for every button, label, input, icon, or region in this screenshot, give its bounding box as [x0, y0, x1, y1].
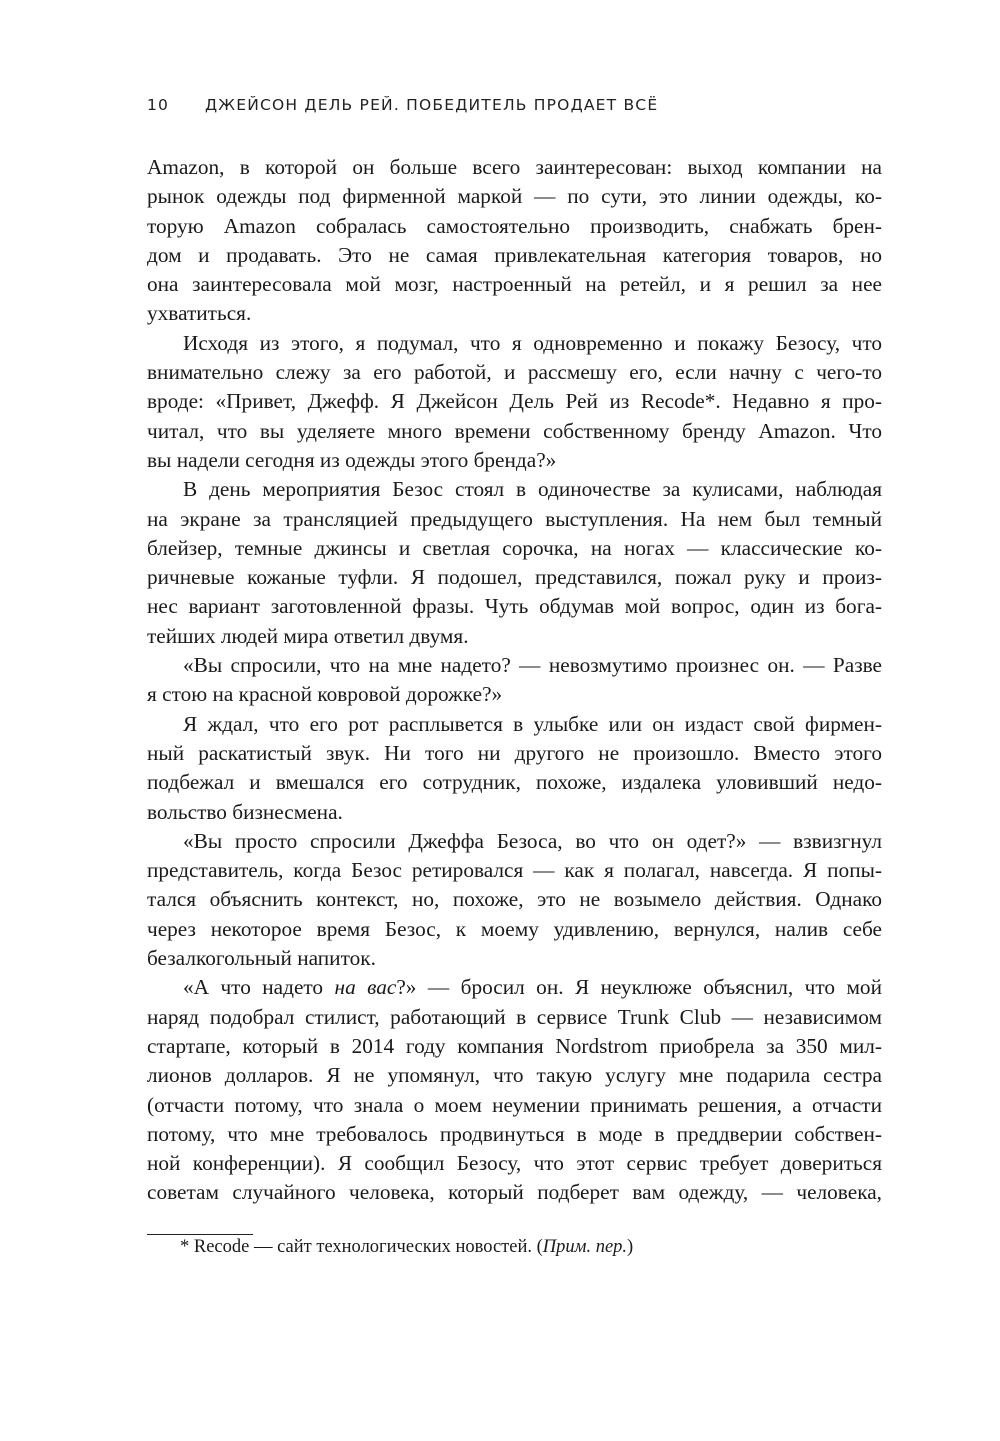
text-line	[147, 710, 882, 739]
line-text: она заинтересовала мой мозг, настроенный на ретейл, и я решил за нее	[147, 272, 882, 297]
running-title: ДЖЕЙСОН ДЕЛЬ РЕЙ. ПОБЕДИТЕЛЬ ПРОДАЕТ ВСЁ	[205, 96, 659, 114]
text-line	[147, 534, 882, 563]
line-text: наряд подобрал стилист, работающий в сервисе Trunk Club — независимом	[147, 1004, 882, 1029]
line-text: ричневые кожаные туфли. Я подошел, представился, пожал руку и произ-	[147, 565, 882, 590]
line-text: ный раскатистый звук. Ни того ни другого не произошло. Вместо этого	[147, 740, 882, 765]
italic-text: на вас	[334, 975, 397, 1000]
line-text: читал, что вы уделяете много времени собственному бренду Amazon. Что	[147, 418, 882, 443]
body-text	[147, 153, 882, 1208]
line-text: внимательно слежу за его работой, и рассмешу его, если начну с чего-то	[147, 360, 882, 385]
text-line	[147, 651, 882, 680]
text-line	[147, 153, 882, 182]
line-text: вроде: «Привет, Джефф. Я Джейсон Дель Рей из Recode*. Недавно я про-	[147, 389, 883, 414]
line-text: В день мероприятия Безос стоял в одиночестве за кулисами, наблюдая	[183, 477, 882, 502]
line-text: торую Amazon собралась самостоятельно производить, снабжать брен-	[147, 213, 882, 238]
footnote-divider	[147, 1234, 253, 1235]
footnote-text-end: )	[627, 1237, 634, 1257]
text-line	[147, 1061, 882, 1090]
text-line	[147, 827, 882, 856]
line-text: Я ждал, что его рот расплывется в улыбке или он издаст свой фирмен-	[183, 711, 882, 736]
text-line	[147, 1032, 882, 1061]
text-line	[147, 446, 882, 475]
line-text: ?» — бросил он. Я неуклюже объяснил, что мой	[396, 975, 882, 1000]
text-line	[147, 768, 882, 797]
line-text: потому, что мне требовалось продвинуться в моде в преддверии собствен-	[147, 1121, 882, 1146]
line-text: подбежал и вмешался его сотрудник, похоже, издалека уловивший недо-	[147, 770, 882, 795]
text-line	[147, 417, 882, 446]
text-line	[147, 1091, 882, 1120]
text-line	[147, 739, 882, 768]
line-text: советам случайного человека, который подберет вам одежду, — человека,	[147, 1180, 882, 1205]
line-text: «А что надето	[183, 975, 335, 1000]
line-text: ной конференции). Я сообщил Безосу, что этот сервис требует довериться	[147, 1151, 882, 1176]
text-line	[147, 592, 882, 621]
text-line	[147, 680, 882, 709]
line-text: лионов долларов. Я не упомянул, что такую услугу мне подарила сестра	[147, 1063, 882, 1088]
text-line	[147, 505, 882, 534]
text-line	[147, 1149, 882, 1178]
text-line	[147, 622, 882, 651]
text-line	[147, 329, 882, 358]
line-text: нес вариант заготовленной фразы. Чуть обдумав мой вопрос, один из бога-	[147, 594, 882, 619]
line-text: блейзер, темные джинсы и светлая сорочка, на ногах — классические ко-	[147, 535, 882, 560]
text-line	[147, 1003, 882, 1032]
text-line	[147, 973, 882, 1002]
line-text: через некоторое время Безос, к моему удивлению, вернулся, налив себе	[147, 916, 882, 941]
line-text: вольство бизнесмена.	[147, 799, 343, 824]
footnote-text: * Recode — сайт технологических новостей. (	[180, 1237, 543, 1257]
text-line	[147, 798, 882, 827]
text-line	[147, 1178, 882, 1207]
line-text: (отчасти потому, что знала о моем неумении принимать решения, а отчасти	[147, 1092, 882, 1117]
text-line	[147, 885, 882, 914]
line-text: рынок одежды под фирменной маркой — по сути, это линии одежды, ко-	[147, 184, 882, 209]
line-text: Amazon, в которой он больше всего заинтересован: выход компании на	[147, 155, 882, 179]
line-text: представитель, когда Безос ретировался — как я полагал, навсегда. Я попы-	[147, 858, 882, 883]
text-line	[147, 475, 882, 504]
text-line	[147, 856, 882, 885]
line-text: тейших людей мира ответил двумя.	[147, 623, 469, 648]
text-line	[147, 563, 882, 592]
footnote-italic: Прим. пер.	[542, 1237, 628, 1257]
text-line	[147, 915, 882, 944]
text-line	[147, 1120, 882, 1149]
text-line	[147, 182, 882, 211]
text-line	[147, 944, 882, 973]
line-text: стартапе, который в 2014 году компания Nordstrom приобрела за 350 мил-	[147, 1033, 882, 1058]
line-text: Исходя из этого, я подумал, что я одновременно и покажу Безосу, что	[183, 330, 882, 355]
line-text: безалкогольный напиток.	[147, 946, 376, 971]
text-line	[147, 270, 882, 299]
text-line	[147, 212, 882, 241]
line-text: «Вы спросили, что на мне надето? — невозмутимо произнес он. — Разве	[183, 653, 882, 678]
line-text: «Вы просто спросили Джеффа Безоса, во что он одет?» — взвизгнул	[183, 828, 882, 853]
text-line	[147, 299, 882, 328]
running-header	[147, 96, 658, 114]
text-line	[147, 358, 882, 387]
text-line	[147, 241, 882, 270]
text-line	[147, 387, 882, 416]
line-text: на экране за трансляцией предыдущего выступления. На нем был темный	[147, 506, 882, 531]
line-text: я стою на красной ковровой дорожке?»	[147, 682, 503, 707]
line-text: вы надели сегодня из одежды этого бренда?»	[147, 447, 557, 472]
line-text: ухватиться.	[147, 301, 252, 326]
page-number: 10	[147, 96, 170, 114]
line-text: тался объяснить контекст, но, похоже, это не возымело действия. Однако	[147, 887, 882, 912]
line-text: дом и продавать. Это не самая привлекательная категория товаров, но	[147, 242, 882, 267]
footnote	[180, 1237, 633, 1258]
